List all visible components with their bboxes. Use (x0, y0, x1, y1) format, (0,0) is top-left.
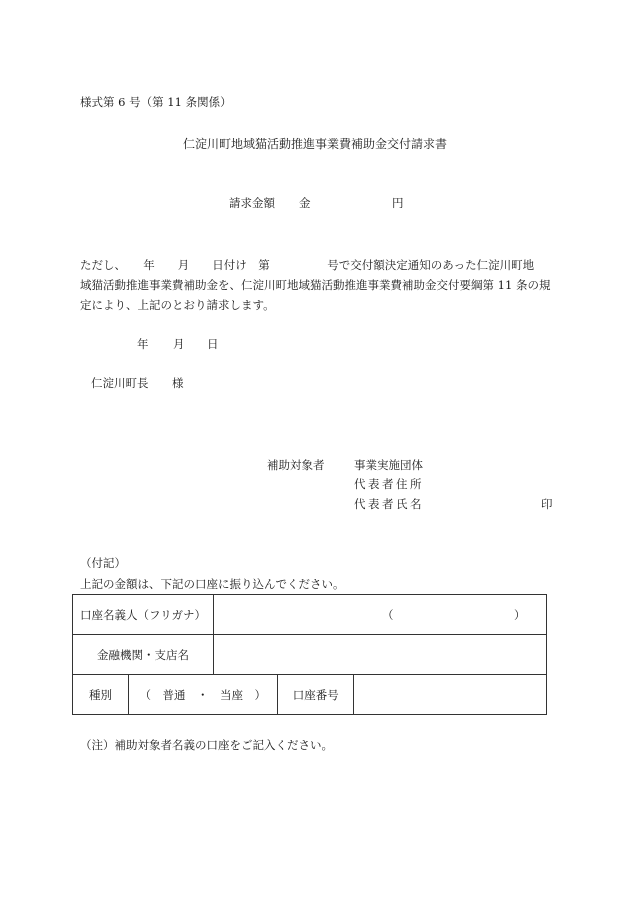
body-line-2: 域猫活動推進事業費補助金を、仁淀川町地域猫活動推進事業費補助金交付要綱第 11 条の規 (80, 278, 551, 292)
account-type-choices[interactable]: （ 普通 ・ 当座 ） (139, 687, 266, 702)
representative-address-label: 代表者住所 (354, 477, 424, 491)
date-month-label: 月 (173, 337, 185, 351)
bank-account-table (72, 594, 547, 715)
body-line-3: 定により、上記のとおり請求します。 (80, 298, 275, 312)
account-number-field[interactable] (354, 675, 547, 715)
appendix-text: 上記の金額は、下記の口座に振り込んでください。 (80, 577, 345, 591)
amount-unit: 円 (392, 196, 404, 210)
account-holder-label: 口座名義人（フリガナ） (73, 595, 214, 635)
account-type-label: 種別 (73, 675, 129, 715)
seal-mark: 印 (541, 497, 553, 511)
date-day-label: 日 (207, 337, 219, 351)
account-holder-field[interactable] (214, 595, 547, 635)
document-title: 仁淀川町地域猫活動推進事業費補助金交付請求書 (182, 137, 447, 151)
amount-label: 請求金額 (229, 196, 275, 210)
account-type-inner (129, 675, 354, 714)
amount-prefix: 金 (299, 196, 311, 210)
representative-name-label: 代表者氏名 (354, 497, 424, 511)
form-number: 様式第 6 号（第 11 条関係） (80, 95, 232, 109)
bank-branch-field[interactable] (214, 635, 547, 675)
account-type-options[interactable] (129, 675, 354, 715)
date-year-label: 年 (137, 337, 149, 351)
holder-paren-close: ） (514, 607, 526, 622)
addressee-name: 仁淀川町長 (91, 376, 149, 390)
appendix-label: （付記） (80, 556, 126, 570)
body-line-1: ただし、 年 月 日付け 第 号で交付額決定通知のあった仁淀川町地 (80, 258, 535, 272)
note-text: （注）補助対象者名義の口座をご記入ください。 (80, 738, 333, 752)
applicant-label: 補助対象者 (267, 458, 325, 472)
account-number-label: 口座番号 (277, 675, 354, 714)
holder-paren-open: （ (382, 607, 394, 622)
addressee-honorific: 様 (172, 376, 184, 390)
bank-branch-label: 金融機関・支店名 (73, 635, 214, 675)
applicant-org-label: 事業実施団体 (354, 458, 423, 472)
